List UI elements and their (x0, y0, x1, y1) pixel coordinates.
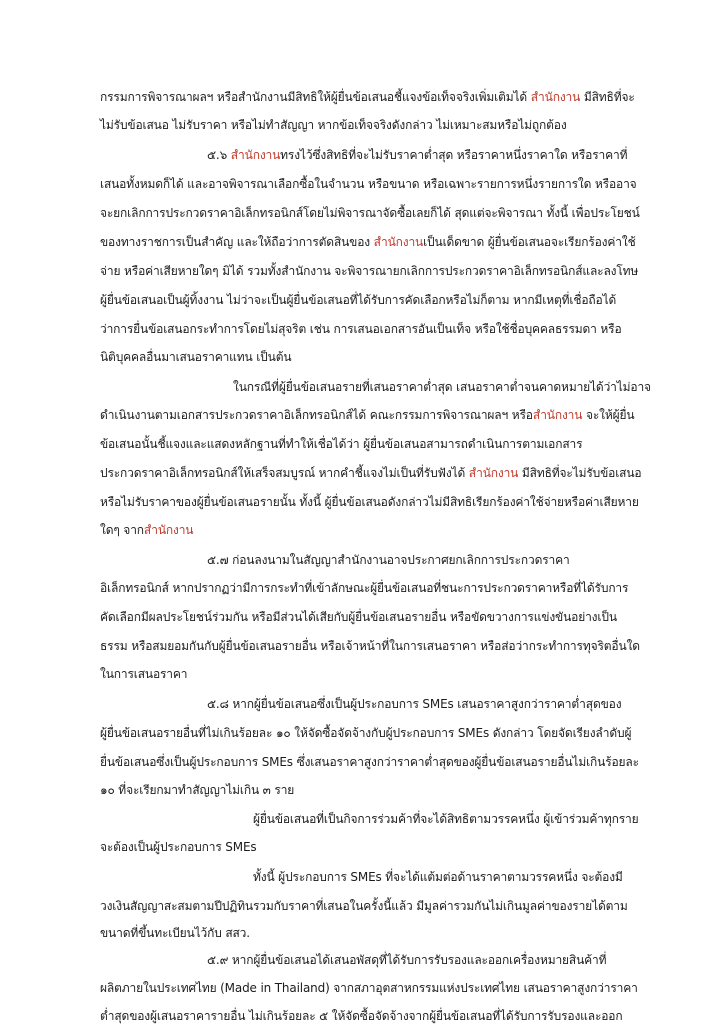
text-segment: ในกรณีที่ผู้ยื่นข้อเสนอรายที่เสนอราคาต่ำสุด เสนอราคาต่ำจนคาดหมายได้ว่าไม่อาจ (233, 379, 651, 394)
highlighted-text: สำนักงาน (373, 235, 424, 250)
paragraph-line (100, 666, 187, 682)
text-segment: ยื่นข้อเสนอซึ่งเป็นผู้ประกอบการ SMEs ซึ่งเสนอราคาสูงกว่าราคาต่ำสุดของผู้ยื่นข้อเสนอรายอื่นไม่เกินร้อยละ (100, 755, 639, 770)
paragraph-line (100, 1008, 622, 1024)
paragraph-line (100, 205, 640, 221)
paragraph-line (100, 638, 640, 654)
text-segment: ข้อเสนอนั้นชี้แจงและแสดงหลักฐานที่ทำให้เชื่อได้ว่า ผู้ยื่นข้อเสนอสามารถดำเนินการตามเอกสาร (100, 436, 583, 451)
paragraph-line (100, 725, 631, 741)
text-segment: เป็นเด็ดขาด ผู้ยื่นข้อเสนอจะเรียกร้องค่าใช้ (423, 235, 636, 250)
paragraph-line (100, 263, 638, 279)
text-segment: ๕.๗ ก่อนลงนามในสัญญาสำนักงานอาจประกาศยกเลิกการประกวดราคา (207, 552, 570, 567)
text-segment: ต่ำสุดของผู้เสนอราคารายอื่น ไม่เกินร้อยละ ๕ ให้จัดซื้อจัดจ้างจากผู้ยื่นข้อเสนอที่ได้รับการรับรองและออก (100, 1009, 623, 1023)
paragraph-line (100, 925, 250, 941)
paragraph-line (100, 407, 634, 423)
text-segment: จะให้ผู้ยื่น (582, 407, 635, 422)
paragraph-line (100, 609, 617, 625)
text-segment: ๕.๖ (207, 148, 231, 163)
text-segment: จะยกเลิกการประกวดราคาอิเล็กทรอนิกส์โดยไม่พิจารณาจัดซื้อเลยก็ได้ สุดแต่จะพิจารณา ทั้งนี้ เพื่อประโยชน์ (100, 206, 640, 221)
text-segment: ใดๆ จาก (100, 522, 144, 537)
paragraph-line (100, 292, 616, 308)
paragraph-line (100, 980, 638, 996)
text-segment: ผู้ยื่นข้อเสนอเป็นผู้ทิ้งงาน ไม่ว่าจะเป็นผู้ยื่นข้อเสนอที่ได้รับการคัดเลือกหรือไม่ก็ตาม หากมีเหตุที่เชื่อถือได้ (100, 293, 617, 308)
paragraph-indent-line (253, 811, 639, 827)
highlighted-text: สำนักงาน (230, 148, 281, 163)
text-segment: มีสิทธิที่จะไม่รับข้อเสนอ (518, 465, 642, 480)
paragraph-line (100, 839, 257, 855)
text-segment: ธรรม หรือสมยอมกันกับผู้ยื่นข้อเสนอรายอื่น หรือเจ้าหน้าที่ในการเสนอราคา หรือส่อว่ากระทำการทุจริตอื่นใด (100, 639, 640, 653)
text-segment: หรือไม่รับราคาของผู้ยื่นข้อเสนอรายนั้น ทั้งนี้ ผู้ยื่นข้อเสนอดังกล่าวไม่มีสิทธิเรียกร้องค่าใช้จ่ายหรือค่าเสียหาย (100, 494, 639, 509)
paragraph-line (100, 349, 291, 365)
text-segment: ดำเนินงานตามเอกสารประกวดราคาอิเล็กทรอนิกส์ได้ คณะกรรมการพิจารณาผลฯ หรือ (100, 407, 533, 422)
text-segment: เสนอทั้งหมดก็ได้ และอาจพิจารณาเลือกซื้อในจำนวน หรือขนาด หรือเฉพาะรายการหนึ่งรายการใด หรืออาจ (100, 177, 637, 192)
paragraph-line (100, 176, 637, 192)
paragraph-line (100, 234, 636, 250)
text-segment: มีสิทธิที่จะ (580, 90, 635, 104)
clause-5-7-heading-line (207, 552, 570, 568)
paragraph-line (100, 782, 294, 798)
paragraph-line (100, 522, 193, 538)
text-segment: ๑๐ ที่จะเรียกมาทำสัญญาไม่เกิน ๓ ราย (100, 783, 295, 798)
paragraph-indent-line (233, 379, 651, 395)
text-segment: ทั้งนี้ ผู้ประกอบการ SMEs ที่จะได้แต้มต่อด้านราคาตามวรรคหนึ่ง จะต้องมี (253, 870, 623, 885)
text-segment: ประกวดราคาอิเล็กทรอนิกส์ให้เสร็จสมบูรณ์ หากคำชี้แจงไม่เป็นที่รับฟังได้ (100, 465, 469, 480)
text-segment: จะต้องเป็นผู้ประกอบการ SMEs (100, 840, 257, 855)
text-segment: ไม่รับข้อเสนอ ไม่รับราคา หรือไม่ทำสัญญา หากข้อเท็จจริงดังกล่าว ไม่เหมาะสมหรือไม่ถูกต้อง (100, 118, 567, 133)
paragraph-line (100, 580, 628, 596)
clause-5-8-heading-line (207, 696, 621, 712)
text-segment: นิติบุคคลอื่นมาเสนอราคาแทน เป็นต้น (100, 350, 292, 365)
paragraph-line (100, 465, 641, 481)
text-segment: กรรมการพิจารณาผลฯ หรือสำนักงานมีสิทธิให้ผู้ยื่นข้อเสนอชี้แจงข้อเท็จจริงเพิ่มเติมได้ (100, 90, 531, 104)
text-segment: ผู้ยื่นข้อเสนอรายอื่นที่ไม่เกินร้อยละ ๑๐ ให้จัดซื้อจัดจ้างกับผู้ประกอบการ SMEs ดังกล่าว โดยจัดเรียงลำดับผู้ (100, 726, 632, 741)
paragraph-indent-line (253, 869, 623, 885)
paragraph-line (100, 117, 567, 133)
text-segment: ในการเสนอราคา (100, 667, 188, 682)
text-segment: ขนาดที่ขึ้นทะเบียนไว้กับ สสว. (100, 925, 250, 940)
paragraph-line (100, 321, 622, 337)
text-segment: ของทางราชการเป็นสำคัญ และให้ถือว่าการตัดสินของ (100, 235, 374, 250)
text-segment: อิเล็กทรอนิกส์ หากปรากฏว่ามีการกระทำที่เข้าลักษณะผู้ยื่นข้อเสนอที่ชนะการประกวดราคาหรือที่ได้รับการ (100, 580, 629, 595)
paragraph-line (100, 89, 635, 105)
paragraph-line (100, 754, 639, 770)
text-segment: ผลิตภายในประเทศไทย (Made in Thailand) จากสภาอุตสาหกรรมแห่งประเทศไทย เสนอราคาสูงกว่าราคา (100, 980, 638, 995)
clause-5-6-heading-line (207, 147, 627, 163)
paragraph-line (100, 436, 582, 452)
text-segment: ทรงไว้ซึ่งสิทธิที่จะไม่รับราคาต่ำสุด หรือราคาหนึ่งราคาใด หรือราคาที่ (280, 148, 628, 163)
text-segment: ว่าการยื่นข้อเสนอกระทำการโดยไม่สุจริต เช่น การเสนอเอกสารอันเป็นเท็จ หรือใช้ชื่อบุคคลธรรมดา หรือ (100, 322, 622, 337)
text-segment: วงเงินสัญญาสะสมตามปีปฏิทินรวมกับราคาที่เสนอในครั้งนี้แล้ว มีมูลค่ารวมกันไม่เกินมูลค่าของรายได้ตาม (100, 898, 628, 913)
highlighted-text: สำนักงาน (468, 465, 519, 480)
highlighted-text: สำนักงาน (143, 522, 194, 537)
clause-5-9-heading-line (207, 952, 606, 968)
text-segment: ๕.๙ หากผู้ยื่นข้อเสนอได้เสนอพัสดุที่ได้รับการรับรองและออกเครื่องหมายสินค้าที่ (207, 952, 607, 967)
paragraph-line (100, 494, 639, 510)
text-segment: ผู้ยื่นข้อเสนอที่เป็นกิจการร่วมค้าที่จะได้สิทธิตามวรรคหนึ่ง ผู้เข้าร่วมค้าทุกราย (253, 812, 639, 827)
text-segment: ๕.๘ หากผู้ยื่นข้อเสนอซึ่งเป็นผู้ประกอบการ SMEs เสนอราคาสูงกว่าราคาต่ำสุดของ (207, 697, 622, 711)
text-segment: จ่าย หรือค่าเสียหายใดๆ มิได้ รวมทั้งสำนักงาน จะพิจารณายกเลิกการประกวดราคาอิเล็กทรอนิกส์และลงโทษ (100, 264, 639, 279)
paragraph-line (100, 898, 628, 914)
highlighted-text: สำนักงาน (530, 90, 581, 104)
highlighted-text: สำนักงาน (532, 407, 583, 422)
text-segment: คัดเลือกมีผลประโยชน์ร่วมกัน หรือมีส่วนได้เสียกับผู้ยื่นข้อเสนอรายอื่น หรือขัดขวางการแข่งขันอย่างเป็น (100, 609, 617, 624)
